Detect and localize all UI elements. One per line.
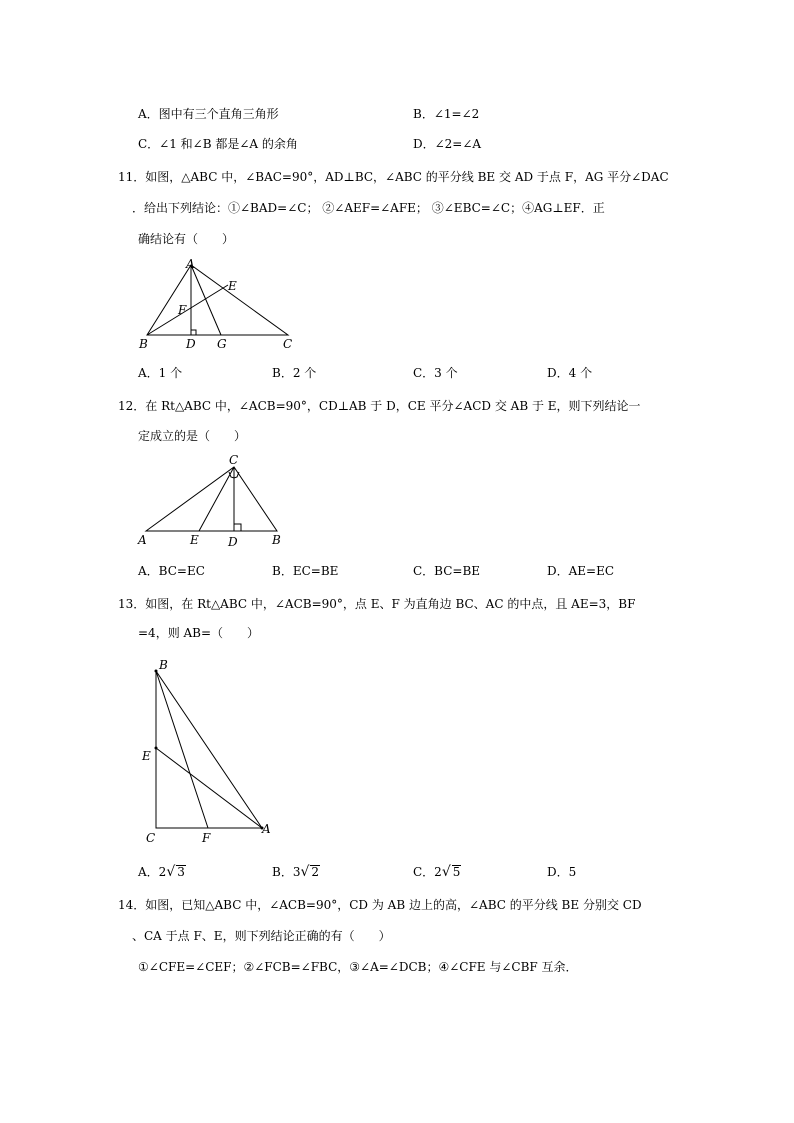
q10-option-d: D．∠2=∠A [413, 137, 482, 151]
q13-label-e: E [142, 749, 151, 763]
q13-segment-bf [156, 671, 208, 828]
sqrt-icon: √ [441, 864, 451, 880]
q14-stem-line1: 14．如图，已知△ABC 中，∠ACB=90°，CD 为 AB 边上的高，∠ABC 的平分线 BE 分别交 CD [118, 898, 642, 912]
q11-label-f: F [178, 303, 187, 317]
q11-stem-line2: ．给出下列结论：①∠BAD=∠C； ②∠AEF=∠AFE； ③∠EBC=∠C；④AG⊥EF．正 [132, 201, 605, 215]
q12-right-angle-mark [234, 524, 241, 531]
q13-label-c: C [146, 831, 156, 845]
q13-option-a-radicand: 3 [177, 865, 185, 879]
q11-stem-line1: 11．如图，△ABC 中，∠BAC=90°，AD⊥BC，∠ABC 的平分线 BE 交 AD 于点 F，AG 平分∠DAC [118, 170, 669, 184]
q11-option-c: C．3 个 [413, 366, 458, 380]
sqrt-icon: √ [300, 864, 310, 880]
q13-point-e [155, 747, 158, 750]
q12-option-b: B．EC=BE [272, 564, 339, 578]
q12-label-a: A [138, 533, 147, 547]
q11-option-d: D．4 个 [547, 366, 593, 380]
q10-option-b: B．∠1=∠2 [413, 107, 480, 121]
q13-stem-line1: 13．如图，在 Rt△ABC 中，∠ACB=90°，点 E、F 为直角边 BC、AC 的中点，且 AE=3，BF [118, 597, 636, 611]
q13-label-b: B [159, 658, 168, 672]
q12-label-c: C [229, 453, 239, 467]
q13-segment-ae [156, 748, 262, 828]
sqrt-icon: √ [166, 864, 176, 880]
q12-segment-ce [199, 467, 234, 531]
q11-option-b: B．2 个 [272, 366, 317, 380]
q11-label-a: A [186, 257, 195, 271]
q14-stem-line2: 、CA 于点 F、E，则下列结论正确的有（ ） [132, 929, 391, 943]
q12-triangle-abc [146, 467, 277, 531]
q11-segment-be [147, 285, 228, 335]
q12-option-a: A．BC=EC [138, 564, 205, 578]
q12-option-c: C．BC=BE [413, 564, 481, 578]
q11-option-a: A．1 个 [138, 366, 183, 380]
q13-option-b-prefix: B．3 [272, 865, 301, 879]
q13-option-b-radicand: 2 [311, 865, 320, 879]
q13-point-b [155, 670, 158, 673]
q11-label-g: G [217, 337, 227, 351]
q13-option-c-prefix: C．2 [413, 865, 442, 879]
q11-figure [130, 255, 310, 355]
q11-label-c: C [283, 337, 293, 351]
q12-label-d: D [228, 535, 238, 549]
q12-figure [130, 450, 300, 550]
q12-label-e: E [190, 533, 199, 547]
q13-label-a: A [262, 822, 271, 836]
q13-triangle-abc [156, 671, 262, 828]
q13-option-a [138, 864, 186, 880]
q10-option-a: A．图中有三个直角三角形 [138, 107, 279, 121]
q13-option-a-prefix: A．2 [138, 865, 167, 879]
q13-label-f: F [202, 831, 211, 845]
q12-stem-line1: 12．在 Rt△ABC 中，∠ACB=90°，CD⊥AB 于 D，CE 平分∠ACD 交 AB 于 E，则下列结论一 [118, 399, 641, 413]
q10-option-c: C．∠1 和∠B 都是∠A 的余角 [138, 137, 298, 151]
q12-label-b: B [272, 533, 281, 547]
q13-figure [135, 655, 275, 850]
q11-label-d: D [186, 337, 196, 351]
q11-triangle-abc [147, 265, 288, 335]
q13-option-d: D．5 [547, 865, 577, 879]
q12-option-d: D．AE=EC [547, 564, 615, 578]
q11-label-b: B [139, 337, 148, 351]
q11-right-angle-mark [191, 330, 196, 335]
q13-stem-line2: =4，则 AB=（ ） [138, 626, 260, 640]
q14-stem-line3: ①∠CFE=∠CEF；②∠FCB=∠FBC，③∠A=∠DCB；④∠CFE 与∠CBF 互余． [138, 960, 578, 974]
q12-stem-line2: 定成立的是（ ） [138, 429, 247, 443]
q11-label-e: E [228, 279, 237, 293]
q13-option-b [272, 864, 320, 880]
q13-option-c-radicand: 5 [452, 865, 461, 879]
q11-stem-line3: 确结论有（ ） [138, 232, 235, 246]
q13-option-c [413, 864, 461, 880]
